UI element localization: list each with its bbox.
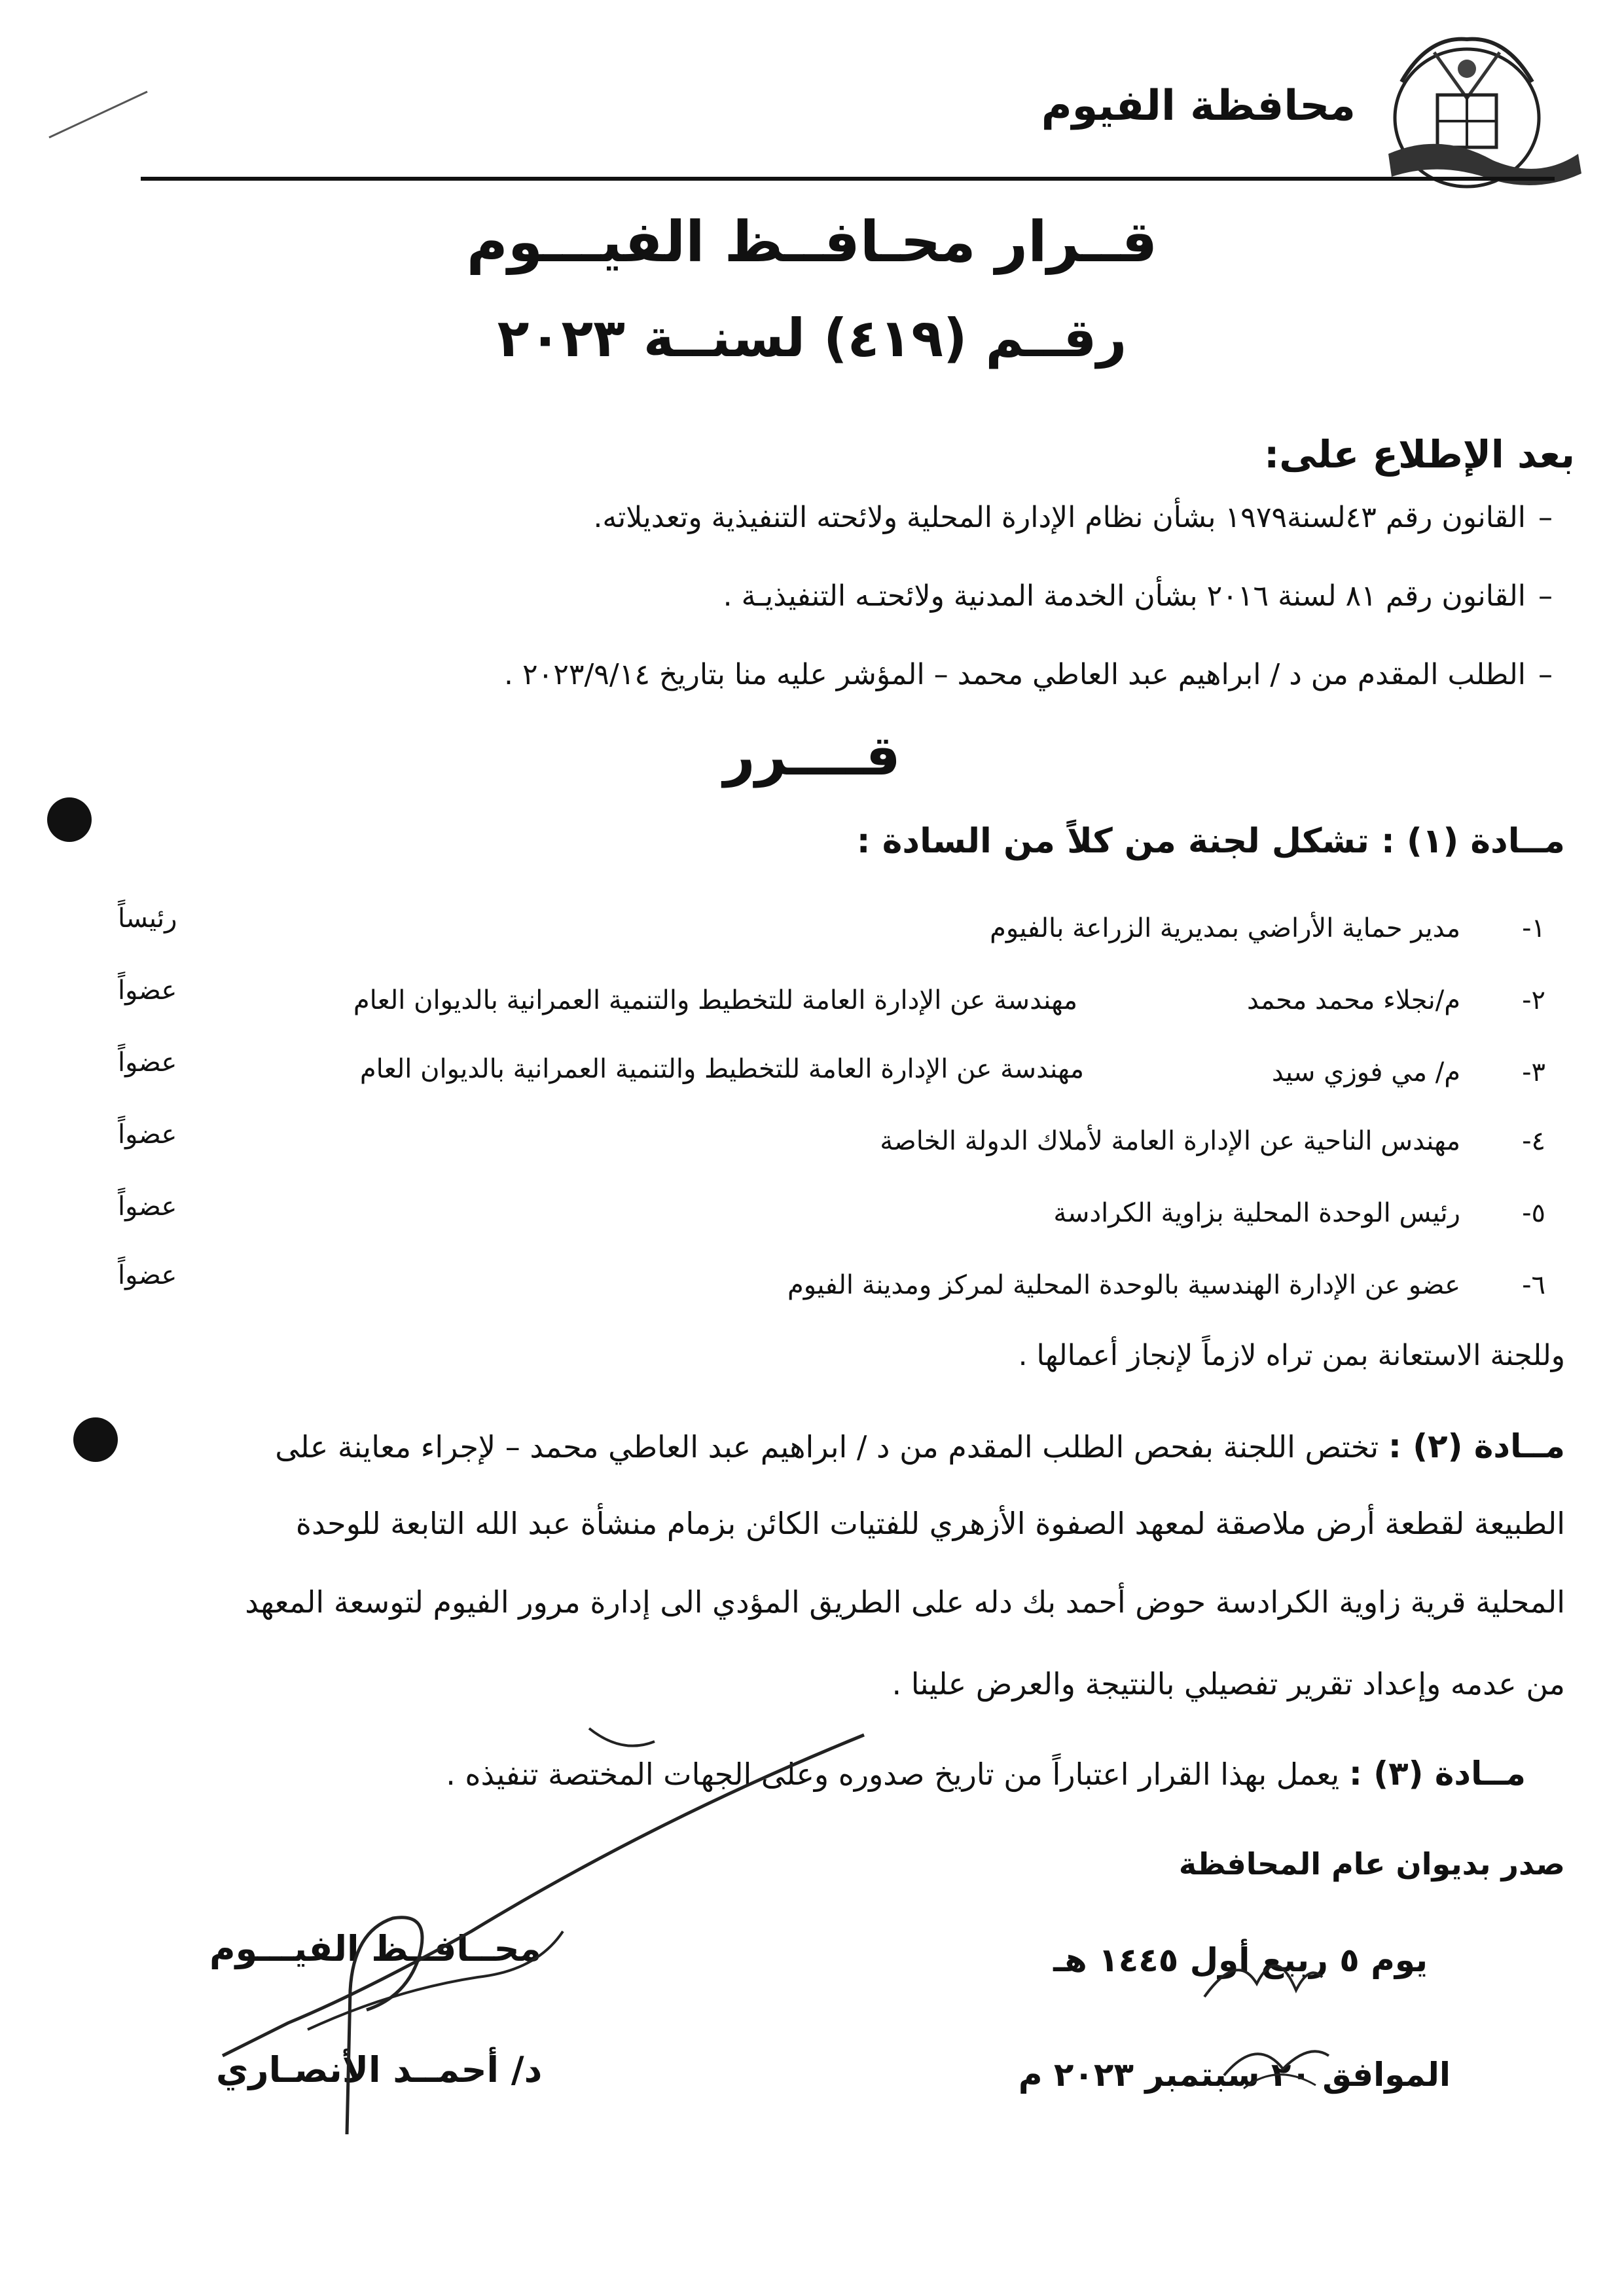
- article-3-line: مــادة (٣) : يعمل بهذا القرار اعتباراً من تاريخ صدوره وعلى الجهات المختصة تنفيذه .: [446, 1755, 1526, 1793]
- decree-number: رقــم (٤١٩) لسنــة ٢٠٢٣: [497, 308, 1127, 369]
- hijri-date: يوم ٥ ربيع أول ١٤٤٥ هـ: [1053, 1941, 1428, 1979]
- governorate-header: محافظة الفيوم: [1041, 82, 1356, 130]
- preamble-item: –القانون رقم ٤٣لسنة١٩٧٩ بشأن نظام الإدارة المحلية ولائحته التنفيذية وتعديلاته.: [593, 501, 1553, 534]
- member-row: ٣-م/ مي فوزي سيد: [1271, 1057, 1545, 1087]
- article-2-line: مــادة (٢) : تختص اللجنة بفحص الطلب المقدم من د / ابراهيم عبد العاطي محمد – لإجراء معاينة على: [275, 1427, 1565, 1465]
- header-divider: [141, 177, 1555, 181]
- member-role: عضواً: [118, 1048, 177, 1078]
- governorate-emblem-icon: [1362, 20, 1585, 196]
- article-2-line: المحلية قرية زاوية الكرادسة حوض أحمد بك دله على الطريق المؤدي الى إدارة مرور الفيوم لتوسعة المعهد: [245, 1584, 1565, 1620]
- member-row: ١-مدير حماية الأراضي بمديرية الزراعة بالفيوم: [990, 913, 1545, 943]
- punch-hole: [73, 1417, 118, 1462]
- issued-at: صدر بديوان عام المحافظة: [1178, 1846, 1565, 1882]
- scan-mark-icon: [43, 85, 154, 144]
- article-2-line: من عدمه وإعداد تقرير تفصيلي بالنتيجة والعرض علينا .: [892, 1666, 1565, 1702]
- article-1-heading: مــادة (١) : تشكل لجنة من كلاً من السادة :: [856, 822, 1565, 861]
- gregorian-date: الموافق ٢٠ سبتمبر ٢٠٢٣ م: [1018, 2056, 1451, 2094]
- member-role: عضواً: [118, 1192, 177, 1222]
- member-role: عضواً: [118, 1260, 177, 1290]
- member-role: عضواً: [118, 1120, 177, 1150]
- member-role: رئيساً: [118, 903, 177, 934]
- member-row: ٦-عضو عن الإدارة الهندسية بالوحدة المحلية لمركز ومدينة الفيوم: [787, 1270, 1545, 1300]
- signatory-name: د/ أحمــد الأنصـاري: [216, 2049, 543, 2090]
- decree-title: قــرار محـافــظ الفيـــوم: [466, 210, 1158, 275]
- member-row: ٥-رئيس الوحدة المحلية بزاوية الكرادسة: [1053, 1198, 1545, 1228]
- punch-hole: [47, 797, 92, 842]
- decided-heading: قــــرر: [723, 723, 901, 788]
- signatory-title: محــافــظ الفيـــوم: [209, 1928, 541, 1969]
- preamble-item: –الطلب المقدم من د / ابراهيم عبد العاطي محمد – المؤشر عليه منا بتاريخ ٢٠٢٣/٩/١٤ .: [503, 658, 1553, 691]
- preamble-heading: بعد الإطلاع على:: [1264, 432, 1575, 477]
- member-row: ٤-مهندس الناحية عن الإدارة العامة لأملاك الدولة الخاصة: [880, 1126, 1545, 1156]
- article-2-label: مــادة (٢) :: [1388, 1427, 1565, 1465]
- preamble-item: –القانون رقم ٨١ لسنة ٢٠١٦ بشأن الخدمة المدنية ولائحتـه التنفيذيـة .: [723, 579, 1553, 613]
- article-3-label: مــادة (٣) :: [1348, 1755, 1526, 1793]
- member-dept: مهندسة عن الإدارة العامة للتخطيط والتنمية العمرانية بالديوان العام: [353, 985, 1077, 1015]
- member-role: عضواً: [118, 975, 177, 1006]
- article-2-line: الطبيعة لقطعة أرض ملاصقة لمعهد الصفوة الأزهري للفتيات الكائن بزمام منشأة عبد الله التابعة للوحدة: [295, 1506, 1565, 1541]
- member-row: ٢-م/نجلاء محمد محمد: [1246, 985, 1545, 1015]
- article-1-closing: وللجنة الاستعانة بمن تراه لازماً لإنجاز أعمالها .: [1018, 1339, 1565, 1372]
- member-dept: مهندسة عن الإدارة العامة للتخطيط والتنمية العمرانية بالديوان العام: [359, 1054, 1084, 1084]
